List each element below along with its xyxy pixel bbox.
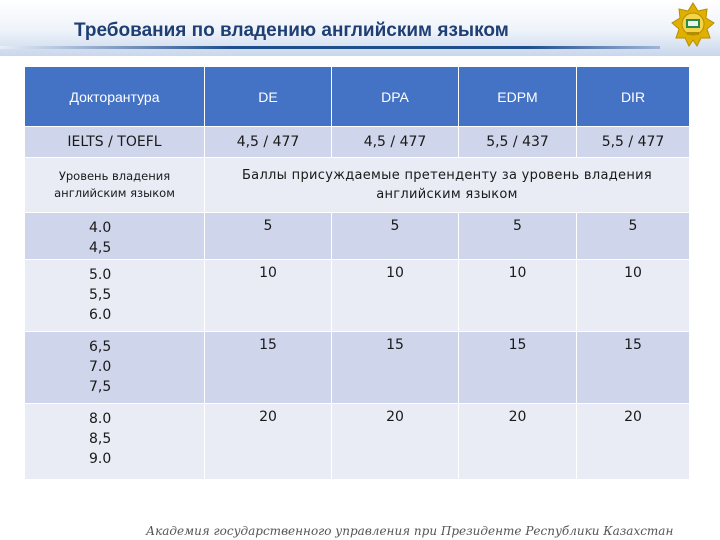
proficiency-level-row bbox=[25, 158, 690, 213]
level-value: 4.0 bbox=[89, 220, 112, 236]
column-header-edpm: EDPM bbox=[459, 67, 577, 127]
table-row bbox=[25, 332, 690, 404]
table-cell: 10 bbox=[205, 260, 332, 332]
table-cell: 5 bbox=[332, 213, 459, 260]
table-cell: 10 bbox=[577, 260, 690, 332]
level-value: 6,5 bbox=[89, 339, 112, 355]
caption-line: Баллы присуждаемые претенденту за уровень владения bbox=[241, 168, 653, 183]
label-line: Уровень владения bbox=[58, 169, 171, 183]
level-cell bbox=[25, 404, 205, 480]
table-cell: 5,5 / 477 bbox=[577, 127, 690, 158]
level-value: 6.0 bbox=[89, 307, 112, 323]
level-value: 9.0 bbox=[89, 451, 112, 467]
level-value: 8,5 bbox=[89, 431, 112, 447]
level-value: 5,5 bbox=[89, 287, 112, 303]
table-cell: 20 bbox=[205, 404, 332, 480]
table-cell: 5 bbox=[577, 213, 690, 260]
label-line: английским языком bbox=[54, 186, 175, 200]
table-row bbox=[25, 213, 690, 260]
page-title: Требования по владению английским языком bbox=[74, 20, 509, 41]
header-divider bbox=[0, 46, 660, 49]
row-label bbox=[25, 158, 205, 213]
level-cell bbox=[25, 332, 205, 404]
column-header-de: DE bbox=[205, 67, 332, 127]
level-cell bbox=[25, 260, 205, 332]
level-value: 7,5 bbox=[89, 379, 112, 395]
level-value: 7.0 bbox=[89, 359, 112, 375]
footer-academy-name: Академия государственного управления при Президенте Республики Казахстан bbox=[146, 524, 674, 538]
column-header-doctorate: Докторантура bbox=[25, 67, 205, 127]
level-value: 8.0 bbox=[89, 411, 112, 427]
points-caption-cell bbox=[205, 158, 690, 213]
english-requirements-table bbox=[24, 66, 690, 480]
table-cell: 4,5 / 477 bbox=[205, 127, 332, 158]
table-cell: 15 bbox=[205, 332, 332, 404]
table-cell: 4,5 / 477 bbox=[332, 127, 459, 158]
table-row bbox=[25, 260, 690, 332]
row-label: IELTS / TOEFL bbox=[25, 127, 205, 158]
table-cell: 20 bbox=[332, 404, 459, 480]
table-cell: 20 bbox=[459, 404, 577, 480]
table-cell: 5 bbox=[459, 213, 577, 260]
level-cell bbox=[25, 213, 205, 260]
table-cell: 15 bbox=[459, 332, 577, 404]
table-cell: 15 bbox=[577, 332, 690, 404]
column-header-dpa: DPA bbox=[332, 67, 459, 127]
table-cell: 5 bbox=[205, 213, 332, 260]
table-cell: 15 bbox=[332, 332, 459, 404]
ielts-toefl-row bbox=[25, 127, 690, 158]
level-value: 5.0 bbox=[89, 267, 112, 283]
table-cell: 20 bbox=[577, 404, 690, 480]
table-cell: 5,5 / 437 bbox=[459, 127, 577, 158]
academy-emblem-icon bbox=[670, 2, 716, 48]
level-value: 4,5 bbox=[89, 240, 112, 256]
table-row bbox=[25, 404, 690, 480]
caption-line: английским языком bbox=[376, 187, 518, 202]
table-header-row bbox=[25, 67, 690, 127]
table-cell: 10 bbox=[332, 260, 459, 332]
column-header-dir: DIR bbox=[577, 67, 690, 127]
table-cell: 10 bbox=[459, 260, 577, 332]
